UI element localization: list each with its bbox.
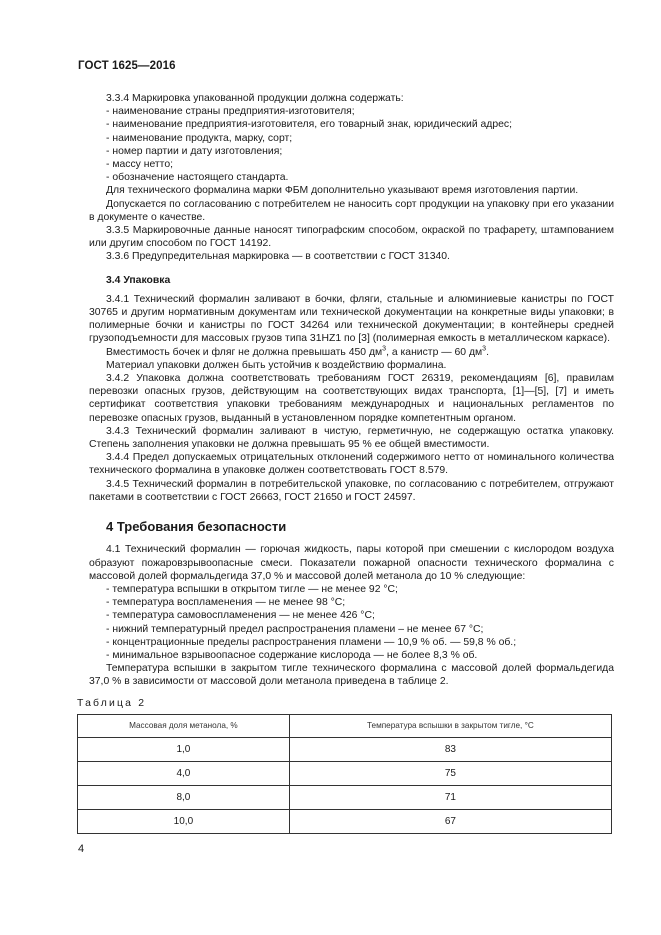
document-header: ГОСТ 1625—2016 [78,60,176,72]
table-2 [77,714,612,834]
list-item: - номер партии и дату изготовления; [106,145,283,157]
page-content [77,92,614,834]
paragraph-sort: Допускается по согласованию с потребителем не наносить сорт продукции на упаковку при его указании в документе о качестве. [89,198,614,223]
paragraph-3-4-3: 3.4.3 Технический формалин заливают в чистую, герметичную, не содержащую остатка упаковку. Степень заполнения упаковки не должна превышать 95 % ее общей вместимости. [89,425,614,451]
table-row [78,785,612,809]
table-cell: 4,0 [78,761,290,785]
list-item: - наименование предприятия-изготовителя, его товарный знак, юридический адрес; [106,119,513,131]
table-row [78,737,612,761]
capacity-text-3: . [486,346,489,358]
paragraph-fbm: Для технического формалина марки ФБМ дополнительно указывают время изготовления партии. [106,185,579,197]
table-caption-label: Таблица [77,697,134,709]
table-cell: 67 [289,809,611,833]
superscript: 3 [482,345,487,353]
table-cell: 71 [289,785,611,809]
paragraph-3-3-6: 3.3.6 Предупредительная маркировка — в соответствии с ГОСТ 31340. [106,251,450,263]
list-item: - нижний температурный предел распространения пламени – не менее 67 °С; [106,623,484,635]
capacity-text-2: , а канистр — 60 дм [386,346,483,358]
subsection-title-packaging: 3.4 Упаковка [106,274,171,286]
table-row [78,809,612,833]
list-item: - массу нетто; [106,159,173,171]
table-cell: 8,0 [78,785,290,809]
table-row [78,761,612,785]
paragraph-4-1: 4.1 Технический формалин — горючая жидкость, пары которой при смешении с кислородом воздуха образуют пожаровзрывоопасные смеси. Показатели пожарной опасности технического формалина с массовой долей формальдегида 37,0 % и массовой долей метанола до 10 % следующие: [89,544,614,582]
superscript: 3 [382,345,387,353]
list-item: - температура самовоспламенения — не менее 426 °С; [106,610,375,622]
list-item: - наименование продукта, марку, сорт; [106,132,293,144]
list-item: - обозначение настоящего стандарта. [106,172,289,184]
table-header-row [78,714,612,737]
table-caption [77,697,614,710]
paragraph-flash-point: Температура вспышки в закрытом тигле технического формалина с массовой долей формальдегида 37,0 % в зависимости от массовой доли метанола приведена в таблице 2. [89,663,614,688]
table-header-flash-point: Температура вспышки в закрытом тигле, °С [289,714,611,737]
table-cell: 83 [289,737,611,761]
list-item: - наименование страны предприятия-изготовителя; [106,106,355,118]
list-item: - температура воспламенения — не менее 98 °С; [106,597,346,609]
paragraph-3-4-4: 3.4.4 Предел допускаемых отрицательных отклонений содержимого нетто от номинального количества технического формалина в упаковке должен соответствовать ГОСТ 8.579. [89,452,614,477]
table-cell: 75 [289,761,611,785]
list-item: - минимальное взрывоопасное содержание кислорода — не более 8,3 % об. [106,649,478,661]
capacity-text-1: Вместимость бочек и фляг не должна превышать 450 дм [106,346,383,358]
paragraph-3-4-2: 3.4.2 Упаковка должна соответствовать требованиям ГОСТ 26319, рекомендациям [6], правилам перевозки опасных грузов, действующим на соответствующих видах транспорта, [1]—[5], [7] и иметь сертификат соответствия упаковки требованиям международных и национальных регламентов по перевозке опасных грузов, выданный в установленном порядке компетентным органом. [89,373,614,424]
table-cell: 10,0 [78,809,290,833]
paragraph-material: Материал упаковки должен быть устойчив к воздействию формалина. [106,359,447,371]
paragraph-capacity [89,346,614,359]
list-item: - температура вспышки в открытом тигле — не менее 92 °С; [106,583,398,595]
paragraph-3-3-5: 3.3.5 Маркировочные данные наносят типографским способом, окраской по трафарету, штампованием или другим способом по ГОСТ 14192. [89,225,614,250]
table-caption-number: 2 [138,697,145,709]
page-number: 4 [78,843,85,855]
list-item: - концентрационные пределы распространения пламени — 10,9 % об. — 59,8 % об.; [106,636,517,648]
paragraph-3-3-4: 3.3.4 Маркировка упакованной продукции должна содержать: [106,93,404,104]
paragraph-3-4-5: 3.4.5 Технический формалин в потребительской упаковке, по согласованию с потребителем, отгружают пакетами в соответствии с ГОСТ 26663, ГОСТ 21650 и ГОСТ 24597. [89,478,614,503]
table-cell: 1,0 [78,737,290,761]
table-header-methanol: Массовая доля метанола, % [78,714,290,737]
paragraph-3-4-1: 3.4.1 Технический формалин заливают в бочки, фляги, стальные и алюминиевые канистры по ГОСТ 30765 и другим нормативным документам или технической документации на конкретные виды упаковки; в полимерные бочки и канистры по ГОСТ 34264 или технической документации; в контейнеры средней грузоподъемности для массовых грузов типа 31HZ1 по [3] (полимерная емкость в металлическом каркасе). [89,293,614,345]
section-title-safety: 4 Требования безопасности [106,519,287,535]
